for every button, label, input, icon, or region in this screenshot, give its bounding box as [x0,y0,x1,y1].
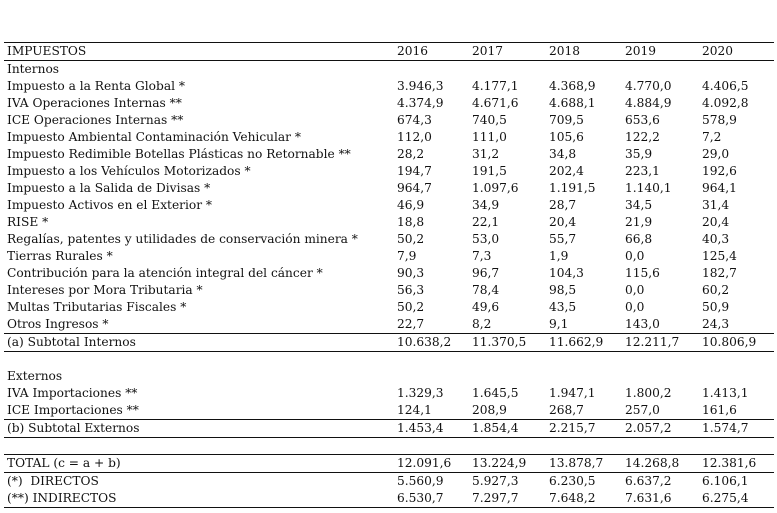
row-label: IVA Importaciones ** [7,386,138,400]
row-value: 18,8 [397,215,425,229]
row-value: 9,1 [549,317,569,331]
row-value: 1.645,5 [472,386,519,400]
row-label: Impuesto Activos en el Exterior * [7,198,213,212]
spacer [4,438,774,454]
header-label: IMPUESTOS [7,44,87,58]
row-label: Regalías, patentes y utilidades de conservación minera * [7,232,358,246]
row-value: 1.140,1 [625,181,672,195]
row-value: 7,3 [472,249,492,263]
row-value: 115,6 [625,266,660,280]
row-label: Contribución para la atención integral del cáncer * [7,266,323,280]
row-value: 194,7 [397,164,432,178]
row-value: 192,6 [702,164,737,178]
row-value: 1.413,1 [702,386,749,400]
subtotal-value: 10.806,9 [702,335,757,349]
row-value: 1.947,1 [549,386,596,400]
row-value: 8,2 [472,317,492,331]
indirectos-row [4,490,774,508]
row-label: Multas Tributarias Fiscales * [7,300,187,314]
total-value: 12.381,6 [702,456,757,470]
spacer [4,352,774,368]
row-value: 56,3 [397,283,425,297]
row-value: 35,9 [625,147,653,161]
table-row [4,78,774,95]
row-label: Impuesto a la Salida de Divisas * [7,181,211,195]
subtotal-value: 1.854,4 [472,421,519,435]
row-value: 21,9 [625,215,653,229]
row-label: RISE * [7,215,49,229]
subtotal-value: 2.057,2 [625,421,672,435]
row-label: Intereses por Mora Tributaria * [7,283,203,297]
indirectos-label: (**) INDIRECTOS [7,491,117,505]
row-value: 182,7 [702,266,737,280]
row-value: 50,9 [702,300,730,314]
directos-value: 6.230,5 [549,474,596,488]
subtotal-value: 1.453,4 [397,421,444,435]
row-value: 1.800,2 [625,386,672,400]
row-value: 4.671,6 [472,96,519,110]
table-row [4,299,774,316]
header-row [4,42,774,61]
row-label: IVA Operaciones Internas ** [7,96,182,110]
row-value: 1.191,5 [549,181,596,195]
row-label: Tierras Rurales * [7,249,113,263]
row-value: 111,0 [472,130,507,144]
row-value: 223,1 [625,164,660,178]
row-value: 257,0 [625,403,660,417]
table-row [4,231,774,248]
row-label: Impuesto Ambiental Contaminación Vehicular * [7,130,301,144]
row-value: 740,5 [472,113,507,127]
row-value: 22,1 [472,215,500,229]
row-value: 143,0 [625,317,660,331]
header-year: 2020 [702,44,734,58]
row-value: 96,7 [472,266,500,280]
table-row [4,214,774,231]
table-row [4,385,774,402]
row-value: 4.368,9 [549,79,596,93]
row-value: 28,7 [549,198,577,212]
row-value: 50,2 [397,300,425,314]
table-row [4,265,774,282]
row-value: 122,2 [625,130,660,144]
directos-value: 5.560,9 [397,474,444,488]
total-label: TOTAL (c = a + b) [7,456,121,470]
row-value: 34,8 [549,147,577,161]
row-value: 1.329,3 [397,386,444,400]
row-label: Impuesto a los Vehículos Motorizados * [7,164,251,178]
indirectos-value: 6.275,4 [702,491,749,505]
total-value: 13.224,9 [472,456,527,470]
row-value: 31,2 [472,147,500,161]
row-value: 4.374,9 [397,96,444,110]
header-year: 2018 [549,44,581,58]
indirectos-value: 6.530,7 [397,491,444,505]
table-row [4,95,774,112]
row-value: 105,6 [549,130,584,144]
subtotal-value: 11.370,5 [472,335,527,349]
subtotal-label: (a) Subtotal Internos [7,335,136,349]
row-value: 202,4 [549,164,584,178]
subtotal-label: (b) Subtotal Externos [7,421,140,435]
row-value: 34,5 [625,198,653,212]
row-value: 964,1 [702,181,737,195]
directos-value: 5.927,3 [472,474,519,488]
table-row [4,316,774,333]
row-value: 1.097,6 [472,181,519,195]
table-row [4,248,774,265]
directos-value: 6.106,1 [702,474,749,488]
row-value: 40,3 [702,232,730,246]
row-label: ICE Importaciones ** [7,403,139,417]
subtotal-value: 2.215,7 [549,421,596,435]
row-value: 161,6 [702,403,737,417]
row-value: 29,0 [702,147,730,161]
row-value: 0,0 [625,283,645,297]
row-value: 1,9 [549,249,569,263]
section-label-internos [4,61,774,78]
externos-rows [4,385,774,419]
subtotal-value: 10.638,2 [397,335,452,349]
subtotal-internos-row [4,333,774,352]
row-value: 4.688,1 [549,96,596,110]
row-value: 3.946,3 [397,79,444,93]
table-row [4,180,774,197]
row-value: 66,8 [625,232,653,246]
total-row [4,454,774,473]
subtotal-value: 12.211,7 [625,335,680,349]
row-value: 43,5 [549,300,577,314]
row-value: 50,2 [397,232,425,246]
row-value: 4.092,8 [702,96,749,110]
indirectos-value: 7.648,2 [549,491,596,505]
section-label: Internos [7,62,60,76]
row-value: 964,7 [397,181,432,195]
row-value: 4.770,0 [625,79,672,93]
directos-row [4,473,774,490]
total-value: 14.268,8 [625,456,680,470]
table-row [4,197,774,214]
row-value: 7,2 [702,130,722,144]
header-year: 2017 [472,44,504,58]
row-value: 22,7 [397,317,425,331]
row-value: 578,9 [702,113,737,127]
subtotal-externos-row [4,419,774,438]
row-value: 78,4 [472,283,500,297]
total-value: 12.091,6 [397,456,452,470]
row-value: 208,9 [472,403,507,417]
row-value: 0,0 [625,249,645,263]
row-value: 104,3 [549,266,584,280]
row-value: 0,0 [625,300,645,314]
subtotal-value: 1.574,7 [702,421,749,435]
row-value: 20,4 [702,215,730,229]
total-value: 13.878,7 [549,456,604,470]
table-row [4,146,774,163]
row-value: 4.406,5 [702,79,749,93]
directos-value: 6.637,2 [625,474,672,488]
row-value: 31,4 [702,198,730,212]
table-row [4,163,774,180]
row-value: 674,3 [397,113,432,127]
row-value: 34,9 [472,198,500,212]
row-label: Impuesto Redimible Botellas Plásticas no Retornable ** [7,147,351,161]
directos-label: (*) DIRECTOS [7,474,99,488]
row-value: 709,5 [549,113,584,127]
row-value: 125,4 [702,249,737,263]
row-label: Otros Ingresos * [7,317,109,331]
row-value: 90,3 [397,266,425,280]
table-row [4,402,774,419]
row-value: 7,9 [397,249,417,263]
row-value: 112,0 [397,130,432,144]
indirectos-value: 7.631,6 [625,491,672,505]
row-label: ICE Operaciones Internas ** [7,113,184,127]
row-value: 24,3 [702,317,730,331]
row-value: 28,2 [397,147,425,161]
header-year: 2016 [397,44,429,58]
row-value: 4.177,1 [472,79,519,93]
tax-revenue-table [4,42,774,508]
internos-rows [4,78,774,333]
row-value: 55,7 [549,232,577,246]
table-row [4,129,774,146]
table-row [4,112,774,129]
row-value: 4.884,9 [625,96,672,110]
row-value: 49,6 [472,300,500,314]
row-value: 98,5 [549,283,577,297]
row-value: 53,0 [472,232,500,246]
row-value: 20,4 [549,215,577,229]
row-value: 46,9 [397,198,425,212]
subtotal-value: 11.662,9 [549,335,604,349]
row-value: 653,6 [625,113,660,127]
row-value: 124,1 [397,403,432,417]
row-label: Impuesto a la Renta Global * [7,79,185,93]
section-label-externos [4,368,774,385]
indirectos-value: 7.297,7 [472,491,519,505]
row-value: 191,5 [472,164,507,178]
table-row [4,282,774,299]
header-year: 2019 [625,44,657,58]
row-value: 268,7 [549,403,584,417]
section-label: Externos [7,369,63,383]
row-value: 60,2 [702,283,730,297]
